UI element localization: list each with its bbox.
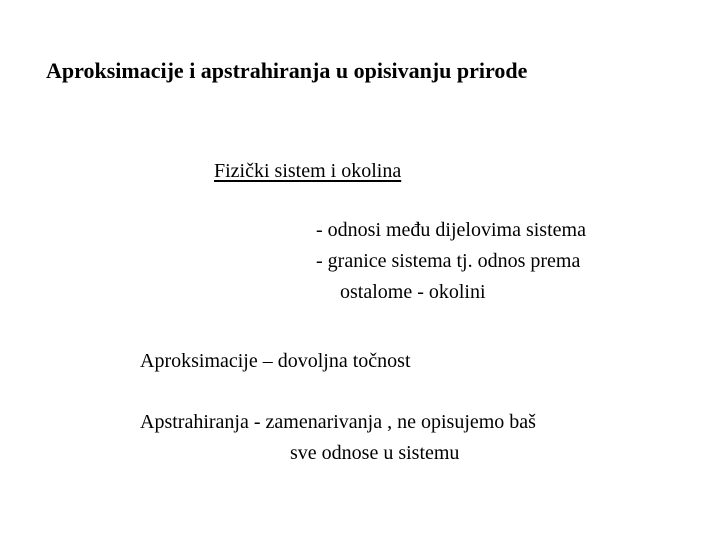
abstractions-paragraph <box>140 407 536 469</box>
approximations-text: Aproksimacije – dovoljna točnost <box>140 350 411 372</box>
bullet-item-relations: - odnosi među dijelovima sistema <box>316 219 586 241</box>
abstractions-line-2: sve odnose u sistemu <box>290 442 460 464</box>
bullet-list <box>316 215 586 308</box>
bullet-item-boundaries: - granice sistema tj. odnos prema <box>316 250 581 272</box>
abstractions-line-1: Apstrahiranja - zamenarivanja , ne opisujemo baš <box>140 411 536 433</box>
subtitle-physical-system: Fizički sistem i okolina <box>214 160 402 182</box>
slide-title: Aproksimacije i apstrahiranja u opisivanju prirode <box>46 58 528 83</box>
bullet-item-boundaries-continuation: ostalome - okolini <box>340 281 486 303</box>
